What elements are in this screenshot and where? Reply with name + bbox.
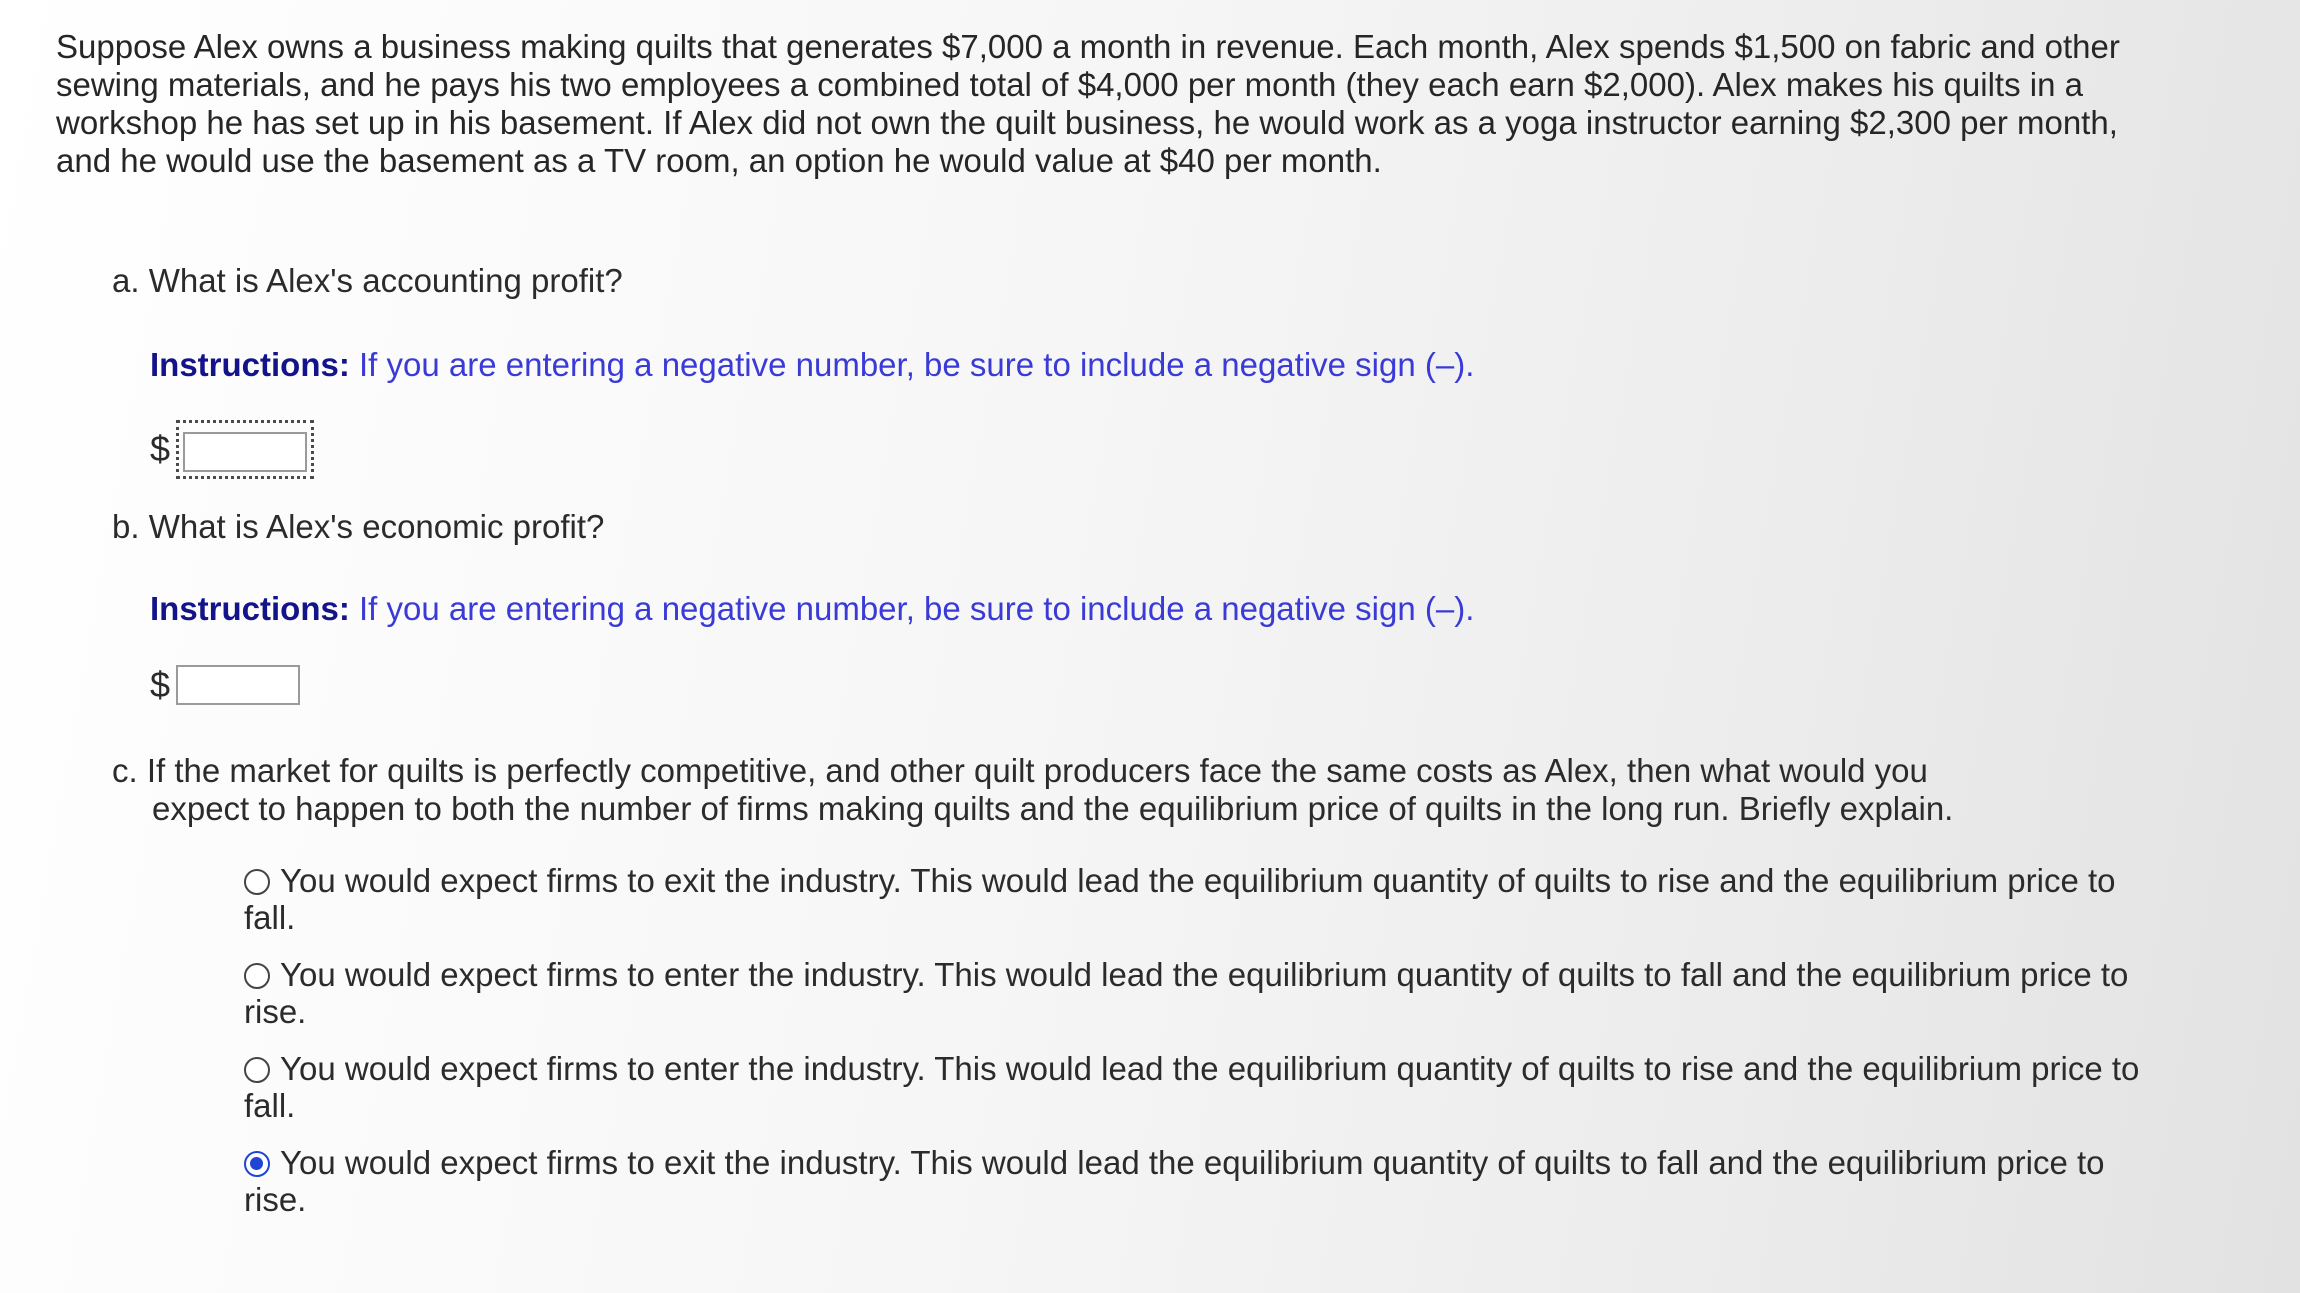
- question-c-line2: expect to happen to both the number of firms making quilts and the equilibrium price of quilts in the long run. Briefly explain.: [152, 790, 1954, 827]
- option-3-text: You would expect firms to enter the industry. This would lead the equilibrium quantity of quilts to rise and the equilibrium price to fall.: [244, 1050, 2140, 1124]
- question-b: b. What is Alex's economic profit?: [112, 508, 605, 545]
- instructions-a-text: If you are entering a negative number, be sure to include a negative sign (–).: [359, 346, 1475, 383]
- question-c: [112, 752, 2112, 828]
- instructions-a: [150, 346, 1474, 384]
- radio-button-2[interactable]: [244, 963, 270, 989]
- radio-button-3[interactable]: [244, 1057, 270, 1083]
- instructions-b: [150, 590, 1474, 628]
- option-4-text: You would expect firms to exit the industry. This would lead the equilibrium quantity of quilts to fall and the equilibrium price to rise.: [244, 1144, 2105, 1218]
- problem-statement: Suppose Alex owns a business making quilts that generates $7,000 a month in revenue. Each month, Alex spends $1,500 on fabric and other sewing materials, and he pays his two employees a combined total of $4,000 per month (they each earn $2,000). Alex makes his quilts in a workshop he has set up in his basement. If Alex did not own the quilt business, he would work as a yoga instructor earning $2,300 per month, and he would use the basement as a TV room, an option he would value at $40 per month.: [56, 28, 2120, 179]
- answer-b-row: [150, 664, 300, 706]
- answer-a-focus-ring: [176, 420, 314, 479]
- currency-symbol-b: $: [150, 664, 171, 705]
- economic-profit-input[interactable]: [176, 665, 300, 705]
- radio-button-4[interactable]: [244, 1151, 270, 1177]
- option-3[interactable]: [244, 1050, 2164, 1124]
- question-a: a. What is Alex's accounting profit?: [112, 262, 623, 299]
- currency-symbol-a: $: [150, 428, 171, 470]
- question-c-line1: c. If the market for quilts is perfectly competitive, and other quilt producers face the same costs as Alex, then what would you: [112, 752, 1928, 789]
- option-1-text: You would expect firms to exit the industry. This would lead the equilibrium quantity of quilts to rise and the equilibrium price to fall.: [244, 862, 2116, 936]
- radio-button-1[interactable]: [244, 869, 270, 895]
- answer-options: [244, 862, 2164, 1238]
- instructions-a-label: Instructions:: [150, 346, 350, 383]
- option-2-text: You would expect firms to enter the industry. This would lead the equilibrium quantity of quilts to fall and the equilibrium price to rise.: [244, 956, 2129, 1030]
- option-4[interactable]: [244, 1144, 2164, 1218]
- option-2[interactable]: [244, 956, 2164, 1030]
- accounting-profit-input[interactable]: [183, 432, 307, 472]
- instructions-b-text: If you are entering a negative number, be sure to include a negative sign (–).: [359, 590, 1475, 627]
- answer-a-row: [150, 420, 314, 479]
- option-1[interactable]: [244, 862, 2164, 936]
- instructions-b-label: Instructions:: [150, 590, 350, 627]
